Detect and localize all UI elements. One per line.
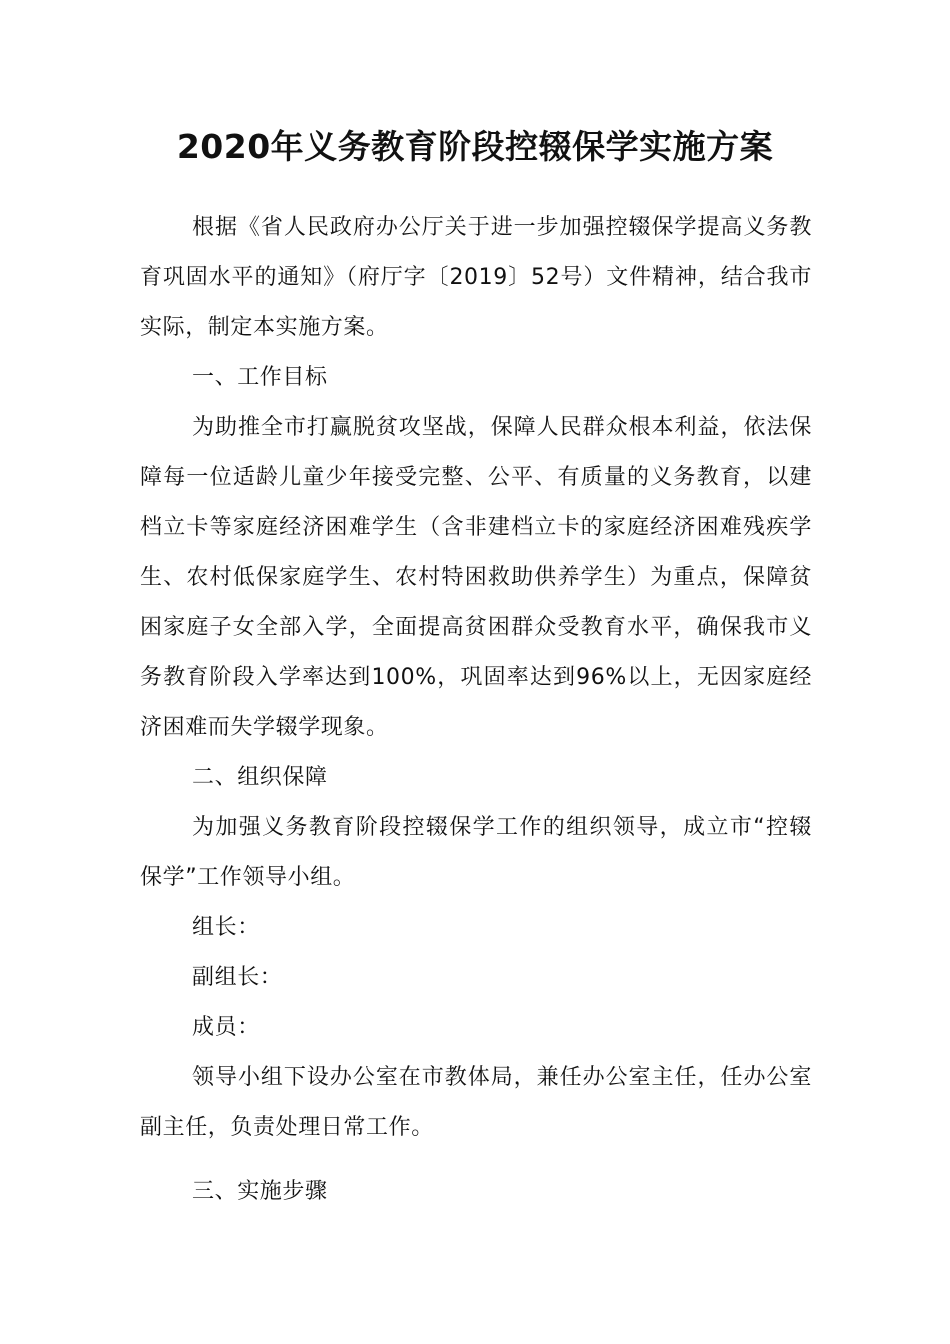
goals-paragraph: 为助推全市打赢脱贫攻坚战，保障人民群众根本利益，依法保障每一位适龄儿童少年接受完整、公平、有质量的义务教育，以建档立卡等家庭经济困难学生（含非建档立卡的家庭经济困难残疾学生、农村低保家庭学生、农村特困救助供养学生）为重点，保障贫困家庭子女全部入学，全面提高贫困群众受教育水平，确保我市义务教育阶段入学率达到100%，巩固率达到96%以上，无因家庭经济困难而失学辍学现象。 <box>140 415 812 740</box>
intro-paragraph: 根据《省人民政府办公厅关于进一步加强控辍保学提高义务教育巩固水平的通知》（府厅字〔2019〕52号）文件精神，结合我市实际，制定本实施方案。 <box>140 215 812 340</box>
role-members: 成员： <box>192 1015 260 1040</box>
section-heading-organization: 二、组织保障 <box>192 765 328 790</box>
section-heading-goals: 一、工作目标 <box>192 365 328 390</box>
organization-paragraph: 为加强义务教育阶段控辍保学工作的组织领导，成立市“控辍保学”工作领导小组。 <box>140 815 812 890</box>
role-leader: 组长： <box>192 915 260 940</box>
section-spacer <box>140 1153 812 1167</box>
role-deputy-leader: 副组长： <box>192 965 283 990</box>
section-heading-steps: 三、实施步骤 <box>192 1179 328 1204</box>
document-body <box>140 203 812 1217</box>
office-paragraph: 领导小组下设办公室在市教体局，兼任办公室主任，任办公室副主任，负责处理日常工作。 <box>140 1065 812 1140</box>
document-title: 2020年义务教育阶段控辍保学实施方案 <box>176 127 774 166</box>
